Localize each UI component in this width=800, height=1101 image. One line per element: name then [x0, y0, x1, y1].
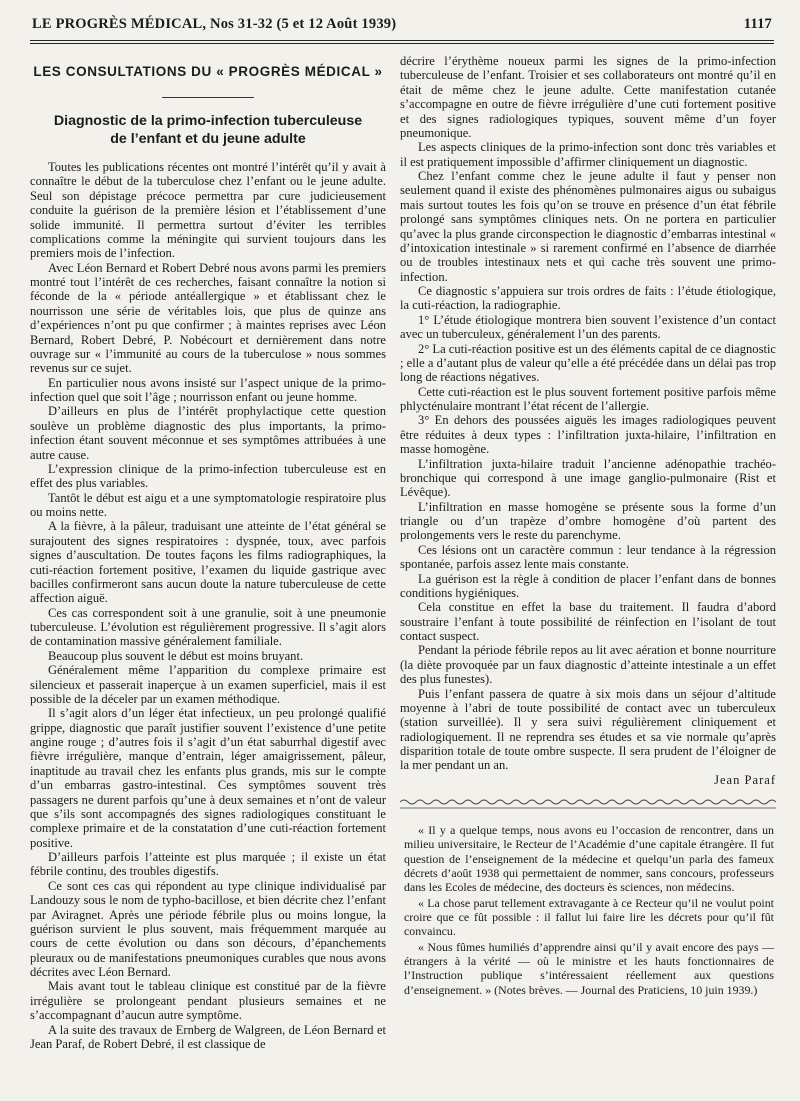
- paragraph: Chez l’enfant comme chez le jeune adulte il faut y penser non seulement quand il existe des phénomènes pulmonaires aigus ou subaigus mais surtout toutes les fois qu’on se trouve en présence d’un état fébrile prolongé sans symptômes cliniques nets. On ne portera en particulier qu’avec la plus grande circonspection le diagnostic d’embarras intestinal « d’intoxication intestinale » si rarement confirmé en l’absence de diarrhée ou de troubles intestinaux nets et qui cache très souvent une primo-infection.: [400, 169, 776, 284]
- paragraph: Ce diagnostic s’appuiera sur trois ordres de faits : l’étude étiologique, la cuti-réaction, la radiographie.: [400, 284, 776, 313]
- section-heading: LES CONSULTATIONS DU « PROGRÈS MÉDICAL »: [33, 64, 383, 79]
- note-paragraph: « Nous fûmes humiliés d’apprendre ainsi qu’il y avait encore des pays — étrangers à la vérité — où le ministre et les hauts fonctionnaires de l’Instruction publique s’intéressaient réellement aux questions d’enseignement. » (Notes brèves. — Journal des Praticiens, 10 juin 1939.): [404, 939, 774, 997]
- article-title-line-1: Diagnostic de la primo-infection tuberculeuse: [53, 113, 363, 129]
- paragraph: Toutes les publications récentes ont montré l’intérêt qu’il y avait à connaître le début de la tuberculose chez l’enfant ou le jeune adulte. Seul son dépistage précoce permettra par cure judicieusement conduite la guérison de la première lésion et l’établissement d’une solide immunité. Il permettra surtout d’éviter les terribles complications comme la méningite qui survient toujours dans les premiers mois de l’infection.: [30, 160, 386, 261]
- paragraph: A la suite des travaux de Ernberg de Walgreen, de Léon Bernard et Jean Paraf, de Robert Debré, il est classique de: [30, 1022, 386, 1051]
- paragraph: L’infiltration en masse homogène se présente sous la forme d’un triangle ou d’un trapèze d’ombre homogène d’où partent des prolongements vers le reste du parenchyme.: [400, 499, 776, 543]
- right-column: [400, 54, 776, 787]
- ornamental-divider: [400, 797, 776, 811]
- paragraph: L’expression clinique de la primo-infection tuberculeuse est en effet des plus variables.: [30, 461, 386, 491]
- paragraph: Ces cas correspondent soit à une granulie, soit à une pneumonie tuberculeuse. L’évolution est régulièrement progressive. Il s’agit alors de contamination massive généralement familiale.: [30, 605, 386, 649]
- paragraph: Ces lésions ont un caractère commun : leur tendance à la régression spontanée, parfois assez lente mais constante.: [400, 542, 776, 572]
- note-paragraph: « La chose parut tellement extravagante à ce Recteur qu’il ne voulut point croire que ce fût possible : il fallut lui faire lire les décrets pour qu’il fût convaincu.: [404, 895, 774, 939]
- paragraph: Généralement même l’apparition du complexe primaire est silencieux et passerait inaperçue à un examen superficiel, mais il est possible de la déceler par un examen méthodique.: [30, 663, 386, 706]
- note-paragraph: « Il y a quelque temps, nous avons eu l’occasion de rencontrer, dans un milieu universitaire, le Recteur de l’Académie d’une capitale étrangère. Il fut question de l’enseignement de la médecine et quelqu’un parla des fameux décrets d’août 1938 qui permettaient de nommer, sans concours, professeurs dans les Ecoles de médecine, des docteurs ès sciences, non médecins.: [404, 823, 774, 895]
- journal-title: LE PROGRÈS MÉDICAL, Nos 31-32 (5 et 12 Août 1939): [32, 16, 397, 32]
- header-rule-bottom: [30, 43, 774, 44]
- paragraph: A la fièvre, à la pâleur, traduisant une atteinte de l’état général se surajoutent des signes respiratoires : dyspnée, toux, avec parfois signes d’auscultation. De toutes façons les films radiographiques, la cuti-réaction fortement positive, l’examen du liquide gastrique avec bacilles confirmeront sans aucun doute la nature tuberculeuse de cette affection aiguë.: [30, 519, 386, 606]
- paragraph: En particulier nous avons insisté sur l’aspect unique de la primo-infection quel que soit l’âge ; nourrisson enfant ou jeune homme.: [30, 375, 386, 404]
- paragraph: 2° La cuti-réaction positive est un des éléments capital de ce diagnostic ; elle a d’autant plus de valeur qu’elle a été précédée dans un délai pas trop long de réactions négatives.: [400, 341, 776, 385]
- wavy-rule: [400, 798, 776, 810]
- paragraph: Cela constitue en effet la base du traitement. Il faudra d’abord soustraire l’enfant à toute possibilité de réinfection en l’isolant de tout contact suspect.: [400, 600, 776, 643]
- header-rule-top: [30, 40, 774, 41]
- paragraph: L’infiltration juxta-hilaire traduit l’ancienne adénopathie trachéo-bronchique qui correspond à une image ganglio-pulmonaire (Rist et Lévêque).: [400, 456, 776, 500]
- article-title-line-2: de l’enfant et du jeune adulte: [110, 131, 306, 147]
- paragraph: Pendant la période fébrile repos au lit avec aération et bonne nourriture (la diète provoquée par un faux diagnostic d’atteinte intestinale a un effet des plus funestes).: [400, 643, 776, 687]
- paragraph: Beaucoup plus souvent le début est moins bruyant.: [48, 648, 304, 663]
- author-signature: [400, 773, 776, 787]
- paragraph: Ce sont ces cas qui répondent au type clinique individualisé par Landouzy sous le nom de typho-bacillose, et bien décrite chez l’enfant par Aviragnet. Après une période fébrile plus ou moins longue, la guérison survient le plus souvent, mais fréquemment marquée au cours de cette évolution ou dans son décours, d’épanchements pleuraux ou de manifestations pneumoniques curables que nous avons décrites avec Léon Bernard.: [30, 878, 386, 979]
- paragraph: Cette cuti-réaction est le plus souvent fortement positive parfois même phlycténulaire montrant l’état récent de l’allergie.: [400, 384, 776, 413]
- press-note: [404, 823, 774, 997]
- left-column: [30, 58, 386, 1051]
- paragraph: D’ailleurs en plus de l’intérêt prophylactique cette question soulève un problème diagnostic des plus importants, la primo-infection étant souvent méconnue et ses symptômes attribuées à une autre cause.: [30, 404, 386, 462]
- paragraph: La guérison est la règle à condition de placer l’enfant dans de bonnes conditions hygiéniques.: [400, 571, 776, 600]
- paragraph: Mais avant tout le tableau clinique est constitué par de la fièvre irrégulière se prolongeant pendant plusieurs semaines et ne s’accompagnant d’aucun autre symptôme.: [30, 979, 386, 1023]
- paragraph: Les aspects cliniques de la primo-infection sont donc très variables et il est pratiquement impossible d’affirmer cliniquement un diagnostic.: [400, 140, 776, 169]
- paragraph: Puis l’enfant passera de quatre à six mois dans un séjour d’altitude moyenne à l’abri de toute possibilité de contact avec un tuberculeux (station surveillée). Il y sera suivi régulièrement cliniquement et radiologiquement. Il ne reprendra ses études et sa vie normale qu’après disparition totale de toute ombre suspecte. Il sera prudent de l’éloigner de la mer pendant un an.: [400, 686, 776, 773]
- author-name: Jean Paraf: [714, 772, 776, 787]
- paragraph: 3° En dehors des poussées aiguës les images radiologiques peuvent être réduites à deux types : l’infiltration juxta-hilaire, l’infiltration en masse homogène.: [400, 413, 776, 457]
- paragraph: 1° L’étude étiologique montrera bien souvent l’existence d’un contact avec un tuberculeux, généralement l’un des parents.: [400, 312, 776, 342]
- section-divider: [162, 97, 254, 98]
- page-number: 1117: [743, 16, 772, 32]
- paragraph: Il s’agit alors d’un léger état infectieux, un peu prolongé qualifié grippe, diagnostic que paraît justifier souvent l’existence d’une petite angine rouge ; d’autres fois il s’agit d’un état saburrhal digestif avec fièvre irrégulière, manque d’entrain, léger amaigrissement, pâleur, inaptitude au travail chez les enfants plus grands, mis sur le compte d’un embarras gastro-intestinal. Ces symptômes souvent très passagers ne durent parfois qu’une à deux semaines et n’ont de valeur que s’ils sont accompagnés des signes radiologiques constituant le complexe primaire et de la constatation d’une cuti-réaction fortement positive.: [30, 706, 386, 850]
- paragraph: D’ailleurs parfois l’atteinte est plus marquée ; il existe un état fébrile continu, des troubles digestifs.: [30, 850, 386, 879]
- paragraph: Avec Léon Bernard et Robert Debré nous avons parmi les premiers montré tout l’intérêt de ces recherches, faisant connaître la notion si féconde de la « période antéallergique » et établissant chez le nourrisson une série de véritables lois, que plus de quinze ans d’expériences n’ont pu que confirmer ; à maintes reprises avec Léon Bernard, Robert Debré, P. Nobécourt et dernièrement dans notre ouvrage sur « l’immunité au cours de la tuberculose » nous sommes revenus sur ce sujet.: [30, 260, 386, 376]
- paragraph: Tantôt le début est aigu et a une symptomatologie respiratoire plus ou moins nette.: [30, 490, 386, 519]
- running-header: [32, 14, 772, 38]
- article-title: [30, 112, 386, 148]
- paragraph-continued: décrire l’érythème noueux parmi les signes de la primo-infection tuberculeuse de l’enfant. Troisier et ses collaborateurs ont montré qu’il en était de même chez le jeune adulte. Cette manifestation cutanée s’accompagne en outre de fièvre irrégulière d’une cuti fortement positive et des signes radiologiques typiques, souvent même d’un foyer pneumonique.: [400, 54, 776, 140]
